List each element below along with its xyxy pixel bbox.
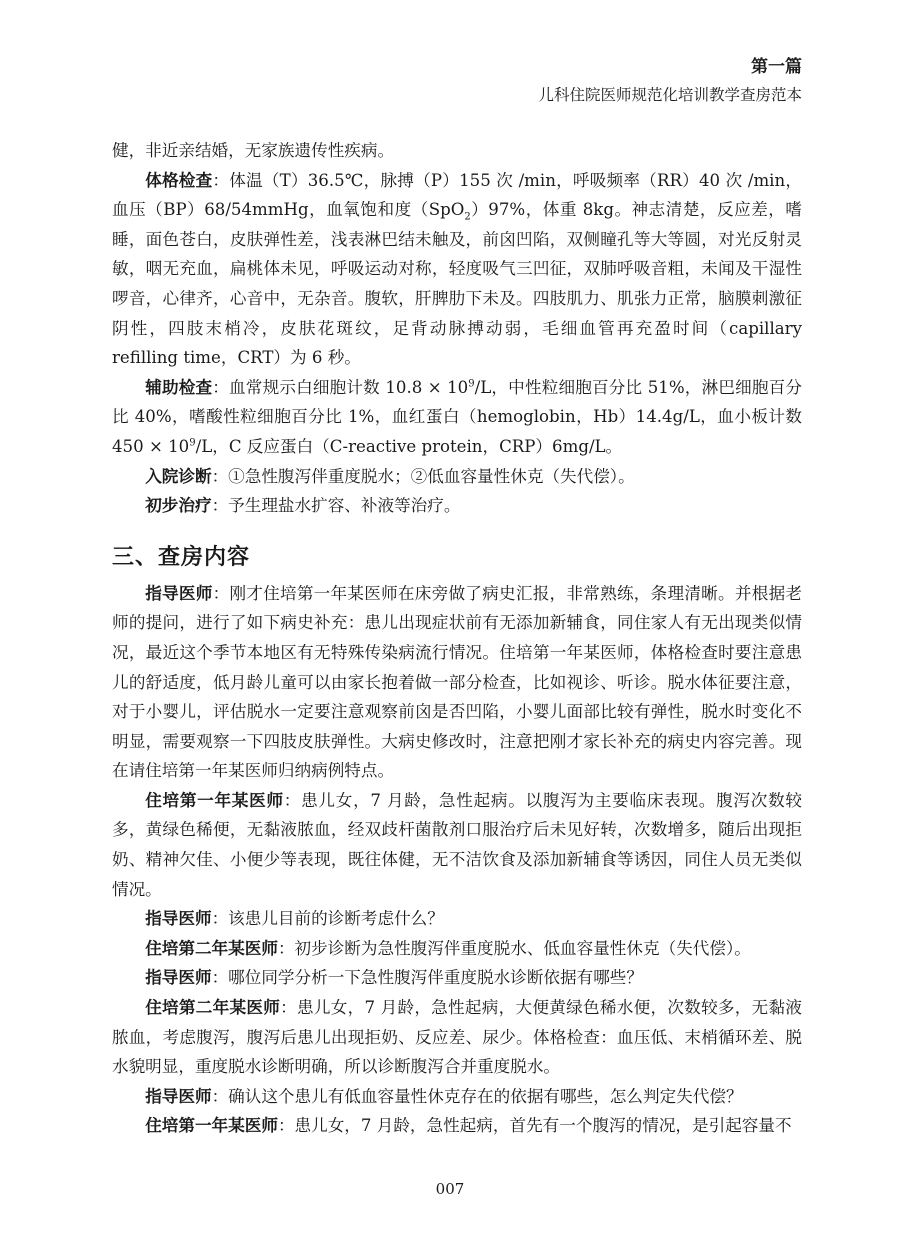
speaker-label: 指导医师 <box>145 968 212 988</box>
dialogue-paragraph <box>112 963 802 993</box>
wbc-exponent: 9 <box>468 378 475 390</box>
dialogue-text: ：刚才住培第一年某医师在床旁做了病史汇报，非常熟练，条理清晰。并根据老师的提问，进行了如下病史补充：患儿出现症状前有无添加新辅食，同住家人有无出现类似情况，最近这个季节本地区有无特殊传染病流行情况。住培第一年某医师，体格检查时要注意患儿的舒适度，低月龄儿童可以由家长抱着做一部分检查，比如视诊、听诊。脱水体征要注意，对于小婴儿，评估脱水一定要注意观察前囟是否凹陷，小婴儿面部比较有弹性，脱水时变化不明显，需要观察一下四肢皮肤弹性。大病史修改时，注意把刚才家长补充的病史内容完善。现在请住培第一年某医师归纳病例特点。 <box>112 583 803 781</box>
dialogue-paragraph <box>112 934 802 964</box>
dialogue-text: ：该患儿目前的诊断考虑什么？ <box>211 909 444 929</box>
auxiliary-exam-text-a: ：血常规示白细胞计数 10.8 × 10 <box>212 377 469 397</box>
speaker-label: 住培第二年某医师 <box>145 938 278 958</box>
platelet-exponent: 9 <box>189 437 196 449</box>
speaker-label: 住培第二年某医师 <box>145 998 281 1018</box>
running-header <box>538 56 802 106</box>
dialogue-paragraph <box>112 904 802 934</box>
spo2-subscript: 2 <box>464 211 471 223</box>
speaker-label: 指导医师 <box>145 1086 212 1106</box>
auxiliary-exam-text-c: /L，C 反应蛋白（C-reactive protein，CRP）6mg/L。 <box>195 436 623 456</box>
dialogue-paragraph <box>112 1082 802 1112</box>
physical-exam-text-a: ：体温（T）36.5℃，脉搏（P）155 次 /min，呼吸频率（RR）40 次 /min，血压（BP）68/54mmHg，血氧饱和度（SpO <box>112 170 802 220</box>
dialogue-text: ：患儿女，7 月龄，急性起病。以腹泻为主要临床表现。腹泻次数较多，黄绿色稀便，无黏液脓血，经双歧杆菌散剂口服治疗后未见好转，次数增多，随后出现拒奶、精神欠佳、小便少等表现，既往体健，无不洁饮食及添加新辅食等诱因，同住人员无类似情况。 <box>112 790 802 899</box>
initial-treatment-paragraph <box>112 491 802 521</box>
book-title: 儿科住院医师规范化培训教学查房范本 <box>538 86 802 104</box>
speaker-label: 住培第一年某医师 <box>145 790 284 810</box>
dialogue-paragraph <box>112 579 802 786</box>
dialogue-text: ：确认这个患儿有低血容量性休克存在的依据有哪些，怎么判定失代偿？ <box>211 1086 743 1106</box>
initial-treatment-text: ：予生理盐水扩容、补液等治疗。 <box>211 496 461 516</box>
dialogue-text: ：初步诊断为急性腹泻伴重度脱水、低血容量性休克（失代偿）。 <box>277 938 751 958</box>
dialogue-text: ：哪位同学分析一下急性腹泻伴重度脱水诊断依据有哪些？ <box>211 968 643 988</box>
speaker-label: 住培第一年某医师 <box>145 1116 278 1136</box>
speaker-label: 指导医师 <box>145 583 213 603</box>
page-body <box>112 136 802 1141</box>
admission-diagnosis-label: 入院诊断 <box>145 466 212 486</box>
dialogue-text: ：患儿女，7 月龄，急性起病，大便黄绿色稀水便，次数较多，无黏液脓血，考虑腹泻，腹泻后患儿出现拒奶、反应差、尿少。体格检查：血压低、末梢循环差、脱水貌明显，重度脱水诊断明确，所以诊断腹泻合并重度脱水。 <box>112 998 802 1077</box>
part-label: 第一篇 <box>751 57 802 77</box>
history-tail <box>112 136 802 166</box>
dialogue-paragraph <box>112 786 802 904</box>
auxiliary-exam-text-b: /L，中性粒细胞百分比 51%，淋巴细胞百分比 40%，嗜酸性粒细胞百分比 1%，血红蛋白（hemoglobin，Hb）14.4g/L，血小板计数 450 × 10 <box>112 377 803 456</box>
section-heading: 三、查房内容 <box>112 544 251 570</box>
history-tail-text: 健，非近亲结婚，无家族遗传性疾病。 <box>112 141 395 160</box>
auxiliary-exam-paragraph <box>112 373 802 462</box>
dialogue-text: ：患儿女，7 月龄，急性起病，首先有一个腹泻的情况，是引起容量不 <box>277 1116 792 1136</box>
physical-exam-paragraph <box>112 166 802 373</box>
page-number: 007 <box>435 1180 465 1198</box>
initial-treatment-label: 初步治疗 <box>145 496 212 516</box>
speaker-label: 指导医师 <box>145 909 212 929</box>
physical-exam-text-b: ）97%，体重 8kg。神志清楚，反应差，嗜睡，面色苍白，皮肤弹性差，浅表淋巴结未触及，前囟凹陷，双侧瞳孔等大等圆，对光反射灵敏，咽无充血，扁桃体未见，呼吸运动对称，轻度吸气三凹征，双肺呼吸音粗，未闻及干湿性啰音，心律齐，心音中，无杂音。腹软，肝脾肋下未及。四肢肌力、肌张力正常，脑膜刺激征阴性，四肢末梢冷，皮肤花斑纹，足背动脉搏动弱，毛细血管再充盈时间（capillary refilling time，CRT）为 6 秒。 <box>112 200 802 368</box>
admission-diagnosis-paragraph <box>112 462 802 492</box>
auxiliary-exam-label: 辅助检查 <box>145 377 213 397</box>
admission-diagnosis-text: ：①急性腹泻伴重度脱水；②低血容量性休克（失代偿）。 <box>211 466 635 486</box>
dialogue-paragraph <box>112 993 802 1082</box>
dialogue-paragraph <box>112 1111 802 1141</box>
physical-exam-label: 体格检查 <box>145 170 213 190</box>
